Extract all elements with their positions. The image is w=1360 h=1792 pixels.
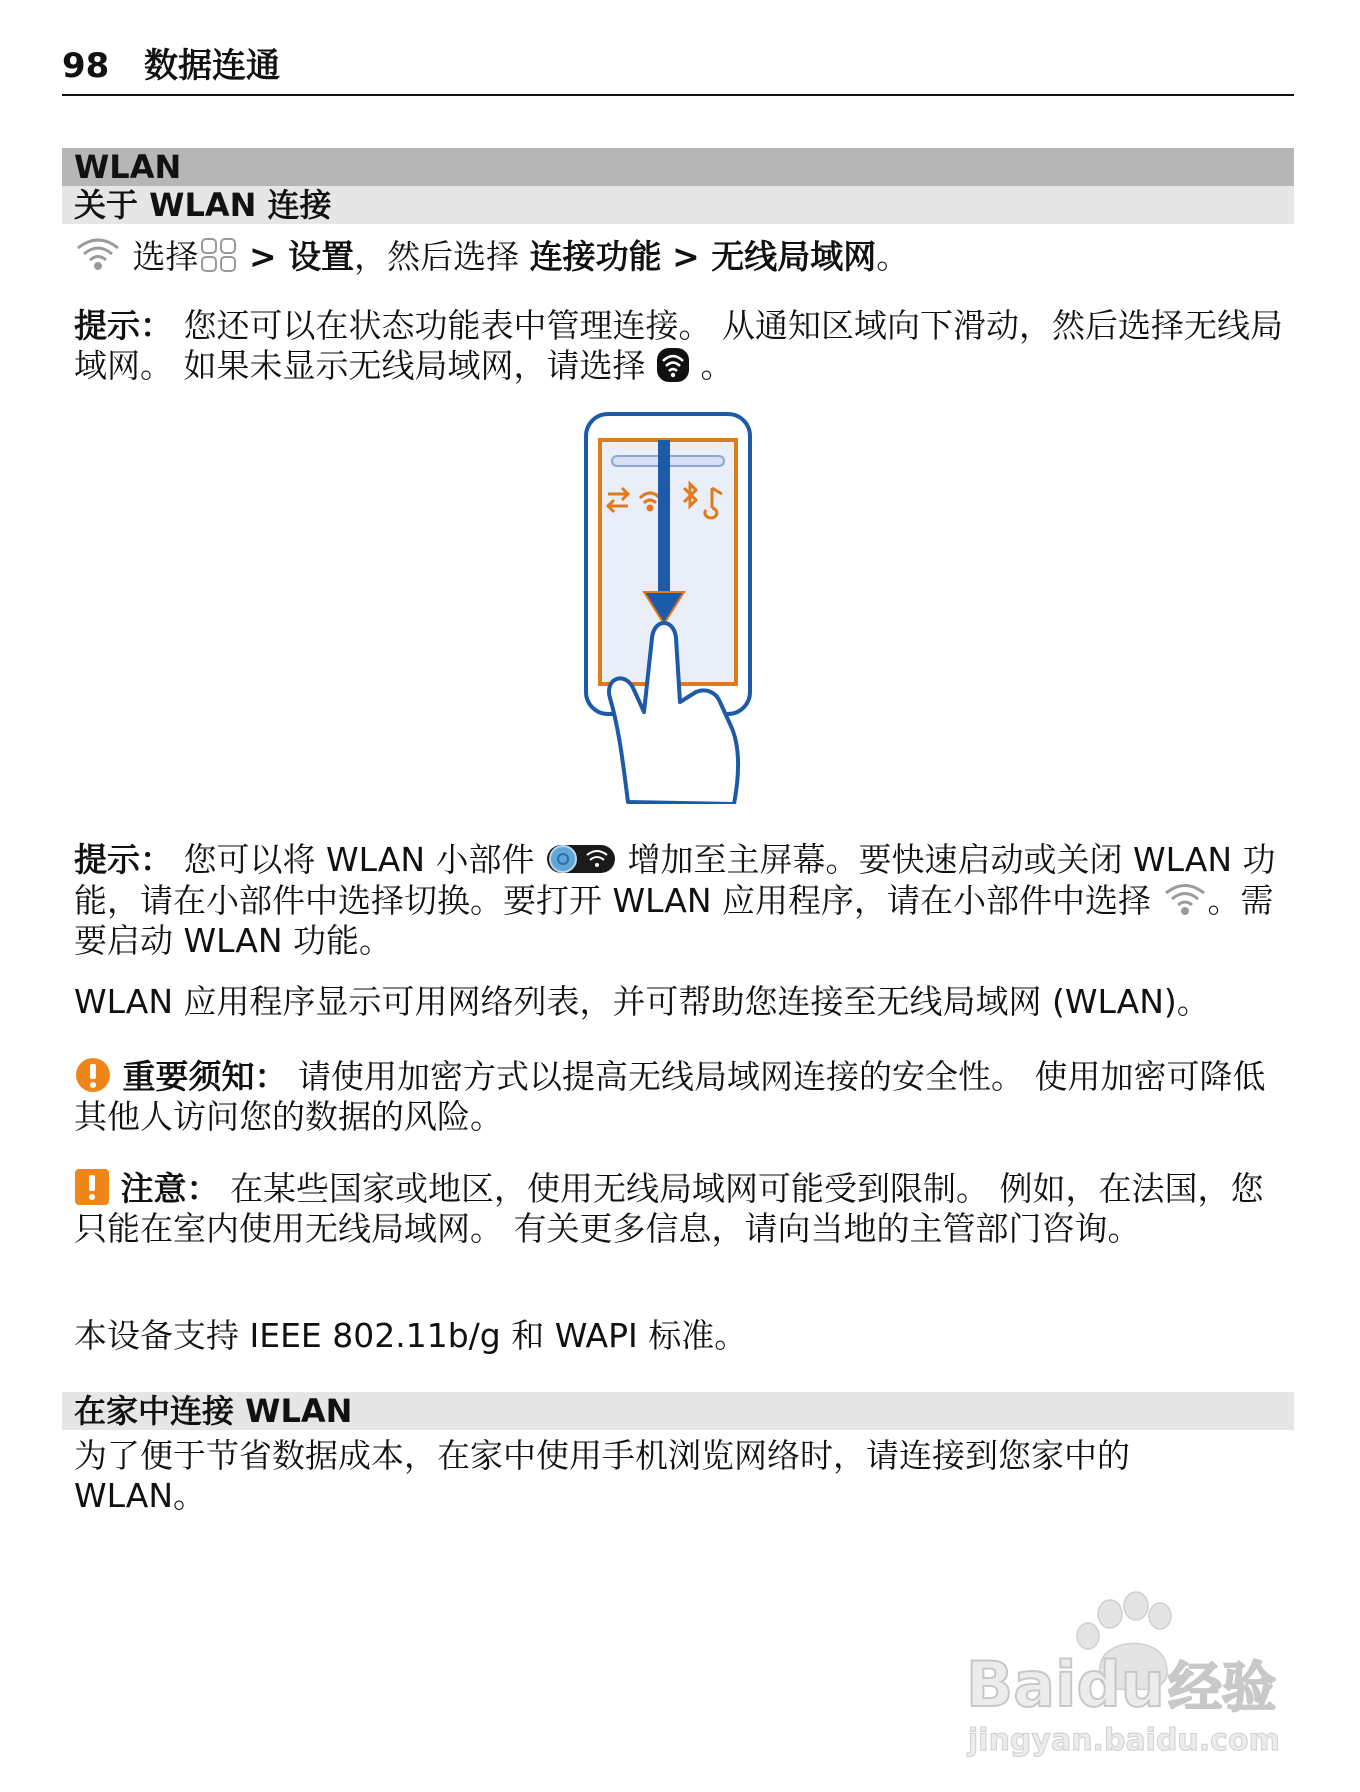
watermark-url: jingyan.baidu.com [968,1723,1280,1758]
watermark-brand: Baidu [966,1648,1165,1721]
caution-text: 在某些国家或地区，使用无线局域网可能受到限制。 例如，在法国，您只能在室内使用无线局域网。 有关更多信息，请向当地的主管部门咨询。 [74,1169,1264,1248]
swipe-down-illustration [580,412,780,804]
tip-widget-text-c: 。需要启动 WLAN 功能。 [74,881,1274,960]
menu-grid-icon [199,236,239,274]
section-title: WLAN [62,148,1294,186]
caution-label: 注意： [120,1169,220,1208]
page-number: 98 [62,46,110,86]
tip-widget [74,840,1284,961]
important-icon [74,1056,112,1094]
nav-then-select: ，然后选择 [354,237,520,276]
tip-text: 您还可以在状态功能表中管理连接。 从通知区域向下滑动，然后选择无线局域网。 如果未显示无线局域网，请选择 [74,306,1283,385]
wlan-widget-icon [545,841,617,877]
tip-text-end: 。 [700,346,734,385]
important-label: 重要须知： [122,1057,288,1096]
wifi-icon [1162,880,1208,918]
nav-select: 选择 [132,237,199,276]
subsection-title-home: 在家中连接 WLAN [62,1392,1294,1430]
nav-step-connectivity: 连接功能 [529,237,662,276]
nav-step-settings: > 设置 [249,237,355,276]
tip-widget-text-a: 您可以将 WLAN 小部件 [183,840,535,879]
wlan-status-icon [656,347,690,383]
important-notice [74,1056,1284,1137]
standards-paragraph: 本设备支持 IEEE 802.11b/g 和 WAPI 标准。 [74,1316,748,1355]
watermark-product: 经验 [1168,1656,1276,1719]
chapter-title: 数据连通 [144,46,280,86]
baidu-jingyan-watermark [960,1588,1290,1768]
wifi-icon [74,234,122,274]
tip-widget-label: 提示： [74,840,173,879]
swipe-arrow-shaft [658,440,670,600]
note-icon [74,1168,110,1206]
running-head [62,44,1294,96]
home-wlan-paragraph: 为了便于节省数据成本，在家中使用手机浏览网络时，请连接到您家中的 WLAN。 [74,1436,1130,1515]
wlan-app-paragraph: WLAN 应用程序显示可用网络列表，并可帮助您连接至无线局域网 (WLAN)。 [74,982,1210,1021]
tip-label: 提示： [74,306,173,345]
nav-end: 。 [876,237,910,276]
nav-step-wlan: > 无线局域网 [672,237,877,276]
nav-instruction [74,234,1284,277]
important-text: 请使用加密方式以提高无线局域网连接的安全性。 使用加密可降低其他人访问您的数据的风险。 [74,1057,1266,1136]
caution-notice [74,1168,1284,1249]
tip-widget-text-b: 增加至主屏幕。要快速启动或关闭 WLAN 功能，请在小部件中选择切换。要打开 WLAN 应用程序，请在小部件中选择 [74,840,1276,920]
subsection-title-about: 关于 WLAN 连接 [62,186,1294,224]
tip-status-menu [74,306,1284,386]
